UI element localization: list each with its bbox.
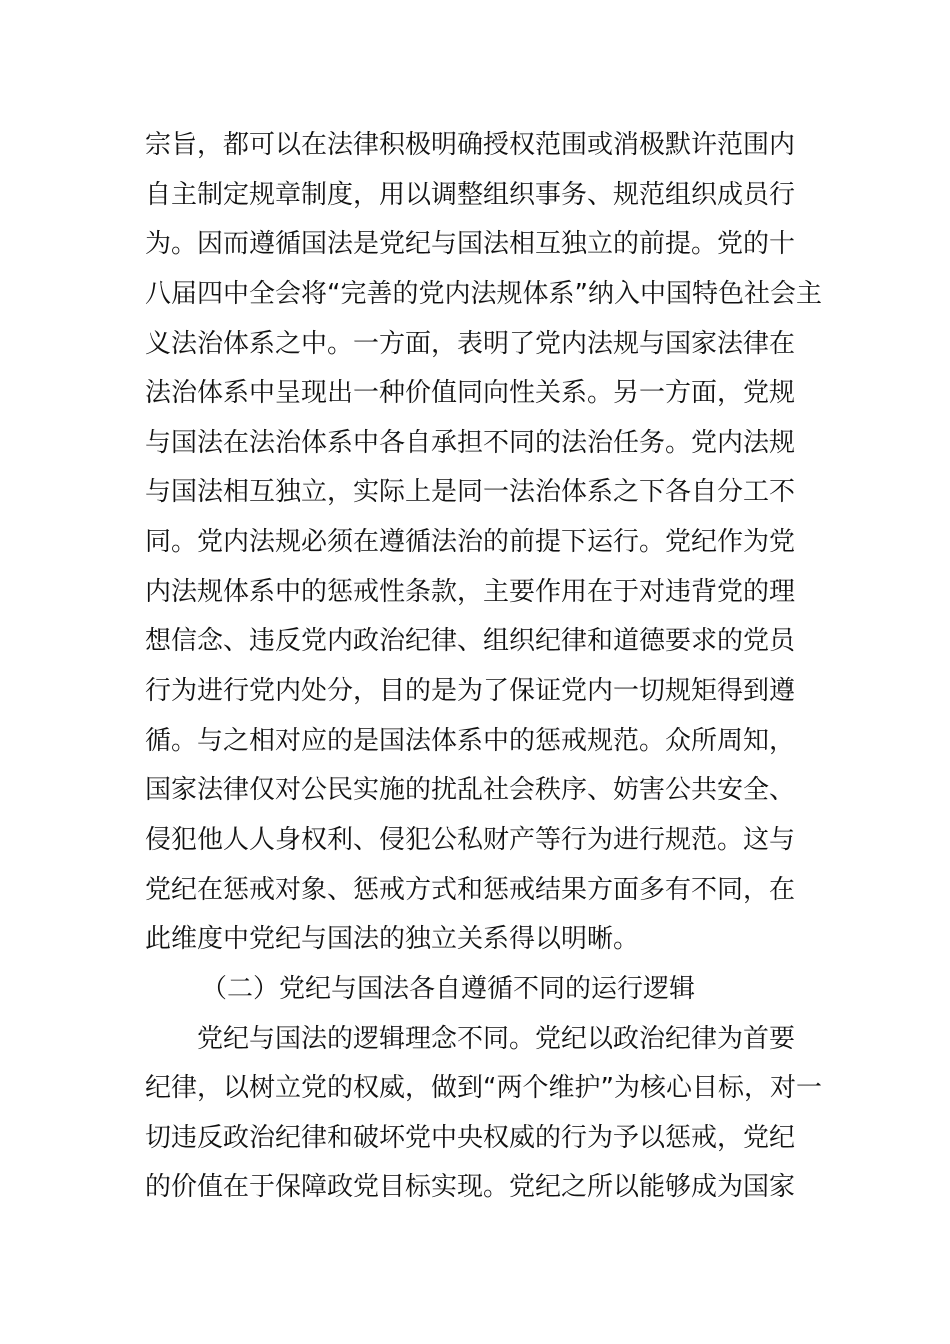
text-line: 自主制定规章制度，用以调整组织事务、规范组织成员行 <box>145 179 796 210</box>
section-heading: （二）党纪与国法各自遵循不同的运行逻辑 <box>201 973 696 1004</box>
text-line: 为。因而遵循国法是党纪与国法相互独立的前提。党的十 <box>145 229 796 260</box>
text-line: 法治体系中呈现出一种价值同向性关系。另一方面，党规 <box>145 378 796 409</box>
text-line: 与国法在法治体系中各自承担不同的法治任务。党内法规 <box>145 427 796 458</box>
paragraph-first-line: 党纪与国法的逻辑理念不同。党纪以政治纪律为首要 <box>197 1023 796 1054</box>
text-line: 纪律，以树立党的权威，做到“两个维护”为核心目标，对一 <box>145 1073 822 1104</box>
text-line: 国家法律仅对公民实施的扰乱社会秩序、妨害公共安全、 <box>145 775 796 806</box>
text-line: 的价值在于保障政党目标实现。党纪之所以能够成为国家 <box>145 1172 796 1203</box>
text-line: 内法规体系中的惩戒性条款，主要作用在于对违背党的理 <box>145 576 796 607</box>
text-line: 此维度中党纪与国法的独立关系得以明晰。 <box>145 924 640 955</box>
text-line: 宗旨，都可以在法律积极明确授权范围或消极默许范围内 <box>145 130 796 160</box>
text-line: 同。党内法规必须在遵循法治的前提下运行。党纪作为党 <box>145 527 796 558</box>
text-line: 想信念、违反党内政治纪律、组织纪律和道德要求的党员 <box>145 626 796 657</box>
text-line: 行为进行党内处分，目的是为了保证党内一切规矩得到遵 <box>145 676 796 707</box>
text-line: 八届四中全会将“完善的党内法规体系”纳入中国特色社会主 <box>145 278 822 309</box>
text-line: 侵犯他人人身权利、侵犯公私财产等行为进行规范。这与 <box>145 824 796 855</box>
text-line: 党纪在惩戒对象、惩戒方式和惩戒结果方面多有不同，在 <box>145 874 796 905</box>
text-line: 义法治体系之中。一方面，表明了党内法规与国家法律在 <box>145 328 796 359</box>
text-line: 与国法相互独立，实际上是同一法治体系之下各自分工不 <box>145 477 796 508</box>
body-text <box>145 121 825 1213</box>
text-line: 循。与之相对应的是国法体系中的惩戒规范。众所周知， <box>145 725 796 756</box>
text-line: 切违反政治纪律和破坏党中央权威的行为予以惩戒，党纪 <box>145 1122 796 1153</box>
